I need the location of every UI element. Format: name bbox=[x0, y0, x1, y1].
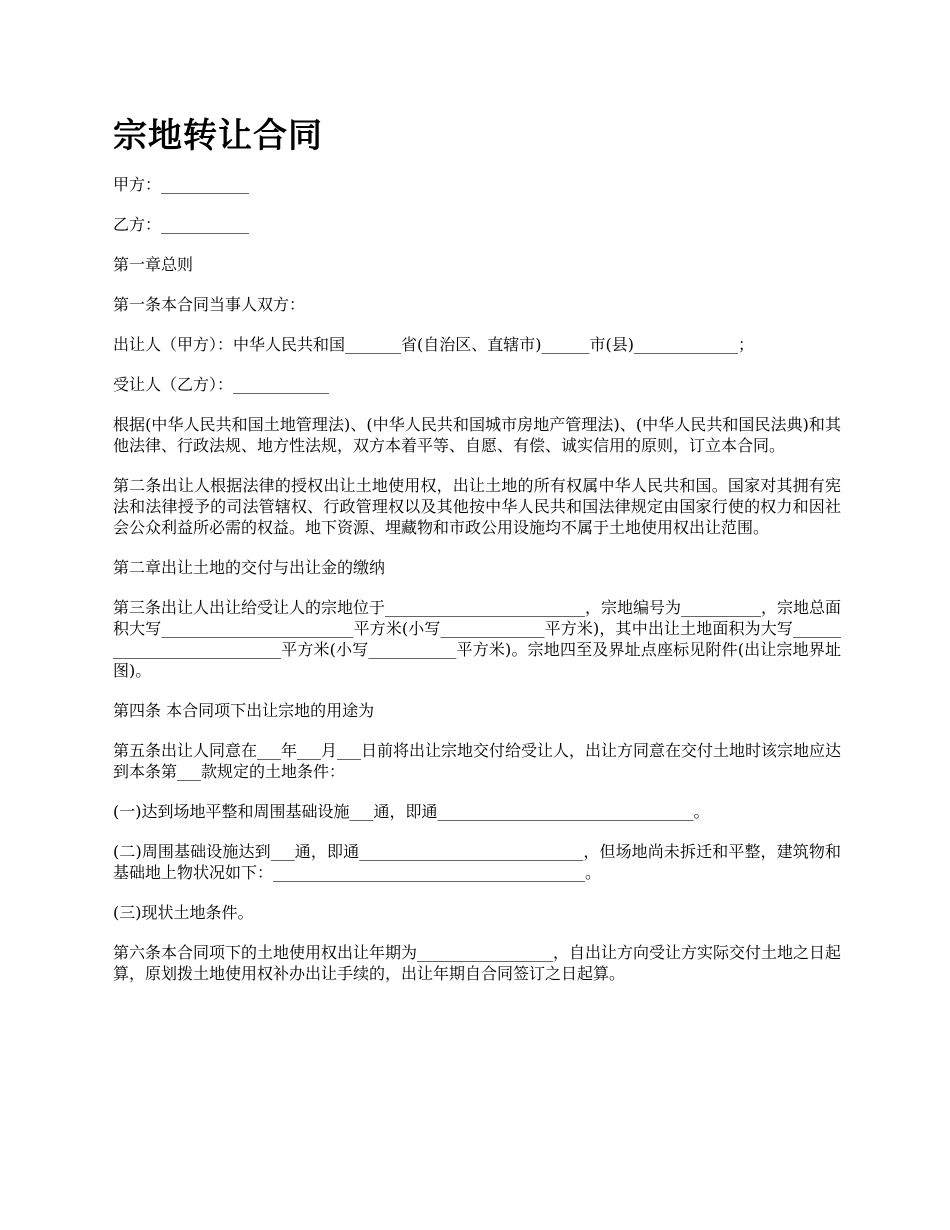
article-3: 第三条出让人出让给受让人的宗地位于_________________________，宗地编号为__________，宗地总面积大写________________________平方米(小写_____________平方米)，其中出让土地面积为大写___________________________平方米(小写___________平方米)。宗地四至及界址点座标见附件(出让宗地界址图)。 bbox=[113, 598, 842, 680]
party-a-line: 甲方：___________ bbox=[113, 175, 250, 194]
condition-1: (一)达到场地平整和周围基础设施___通，即通________________________________。 bbox=[113, 802, 710, 821]
article-5: 第五条出让人同意在___年___月___日前将出让宗地交付给受让人，出让方同意在交付土地时该宗地应达到本条第___款规定的土地条件： bbox=[113, 741, 842, 781]
grantee-line: 受让人（乙方）：____________ bbox=[113, 375, 330, 394]
chapter-1-heading: 第一章总则 bbox=[113, 255, 194, 274]
article-1: 第一条本合同当事人双方： bbox=[113, 295, 306, 314]
grantor-line: 出让人（甲方）：中华人民共和国_______省(自治区、直辖市)______市(县)_____________； bbox=[113, 335, 754, 354]
condition-2: (二)周围基础设施达到___通，即通____________________________，但场地尚未拆迁和平整，建筑物和基础地上物状况如下：_______________________________________。 bbox=[113, 842, 841, 882]
chapter-2-heading: 第二章出让土地的交付与出让金的缴纳 bbox=[113, 558, 386, 577]
document-page bbox=[113, 108, 841, 1003]
condition-3: (三)现状土地条件。 bbox=[113, 903, 254, 922]
article-2: 第二条出让人根据法律的授权出让土地使用权，出让土地的所有权属中华人民共和国。国家对其拥有宪法和法律授予的司法管辖权、行政管理权以及其他按中华人民共和国法律规定由国家行使的权力和因社会公众利益所必需的权益。地下资源、埋藏物和市政公用设施均不属于土地使用权出让范围。 bbox=[113, 476, 841, 537]
document-title: 宗地转让合同 bbox=[113, 116, 323, 156]
party-b-line: 乙方：___________ bbox=[113, 215, 250, 234]
legal-basis-paragraph: 根据(中华人民共和国土地管理法)、(中华人民共和国城市房地产管理法)、(中华人民共和国民法典)和其他法律、行政法规、地方性法规，双方本着平等、自愿、有偿、诚实信用的原则，订立本合同。 bbox=[113, 415, 841, 455]
article-4: 第四条 本合同项下出让宗地的用途为 bbox=[113, 701, 375, 720]
article-6: 第六条本合同项下的土地使用权出让年期为_________________，自出让方向受让方实际交付土地之日起算，原划拨土地使用权补办出让手续的，出让年期自合同签订之日起算。 bbox=[113, 943, 842, 983]
